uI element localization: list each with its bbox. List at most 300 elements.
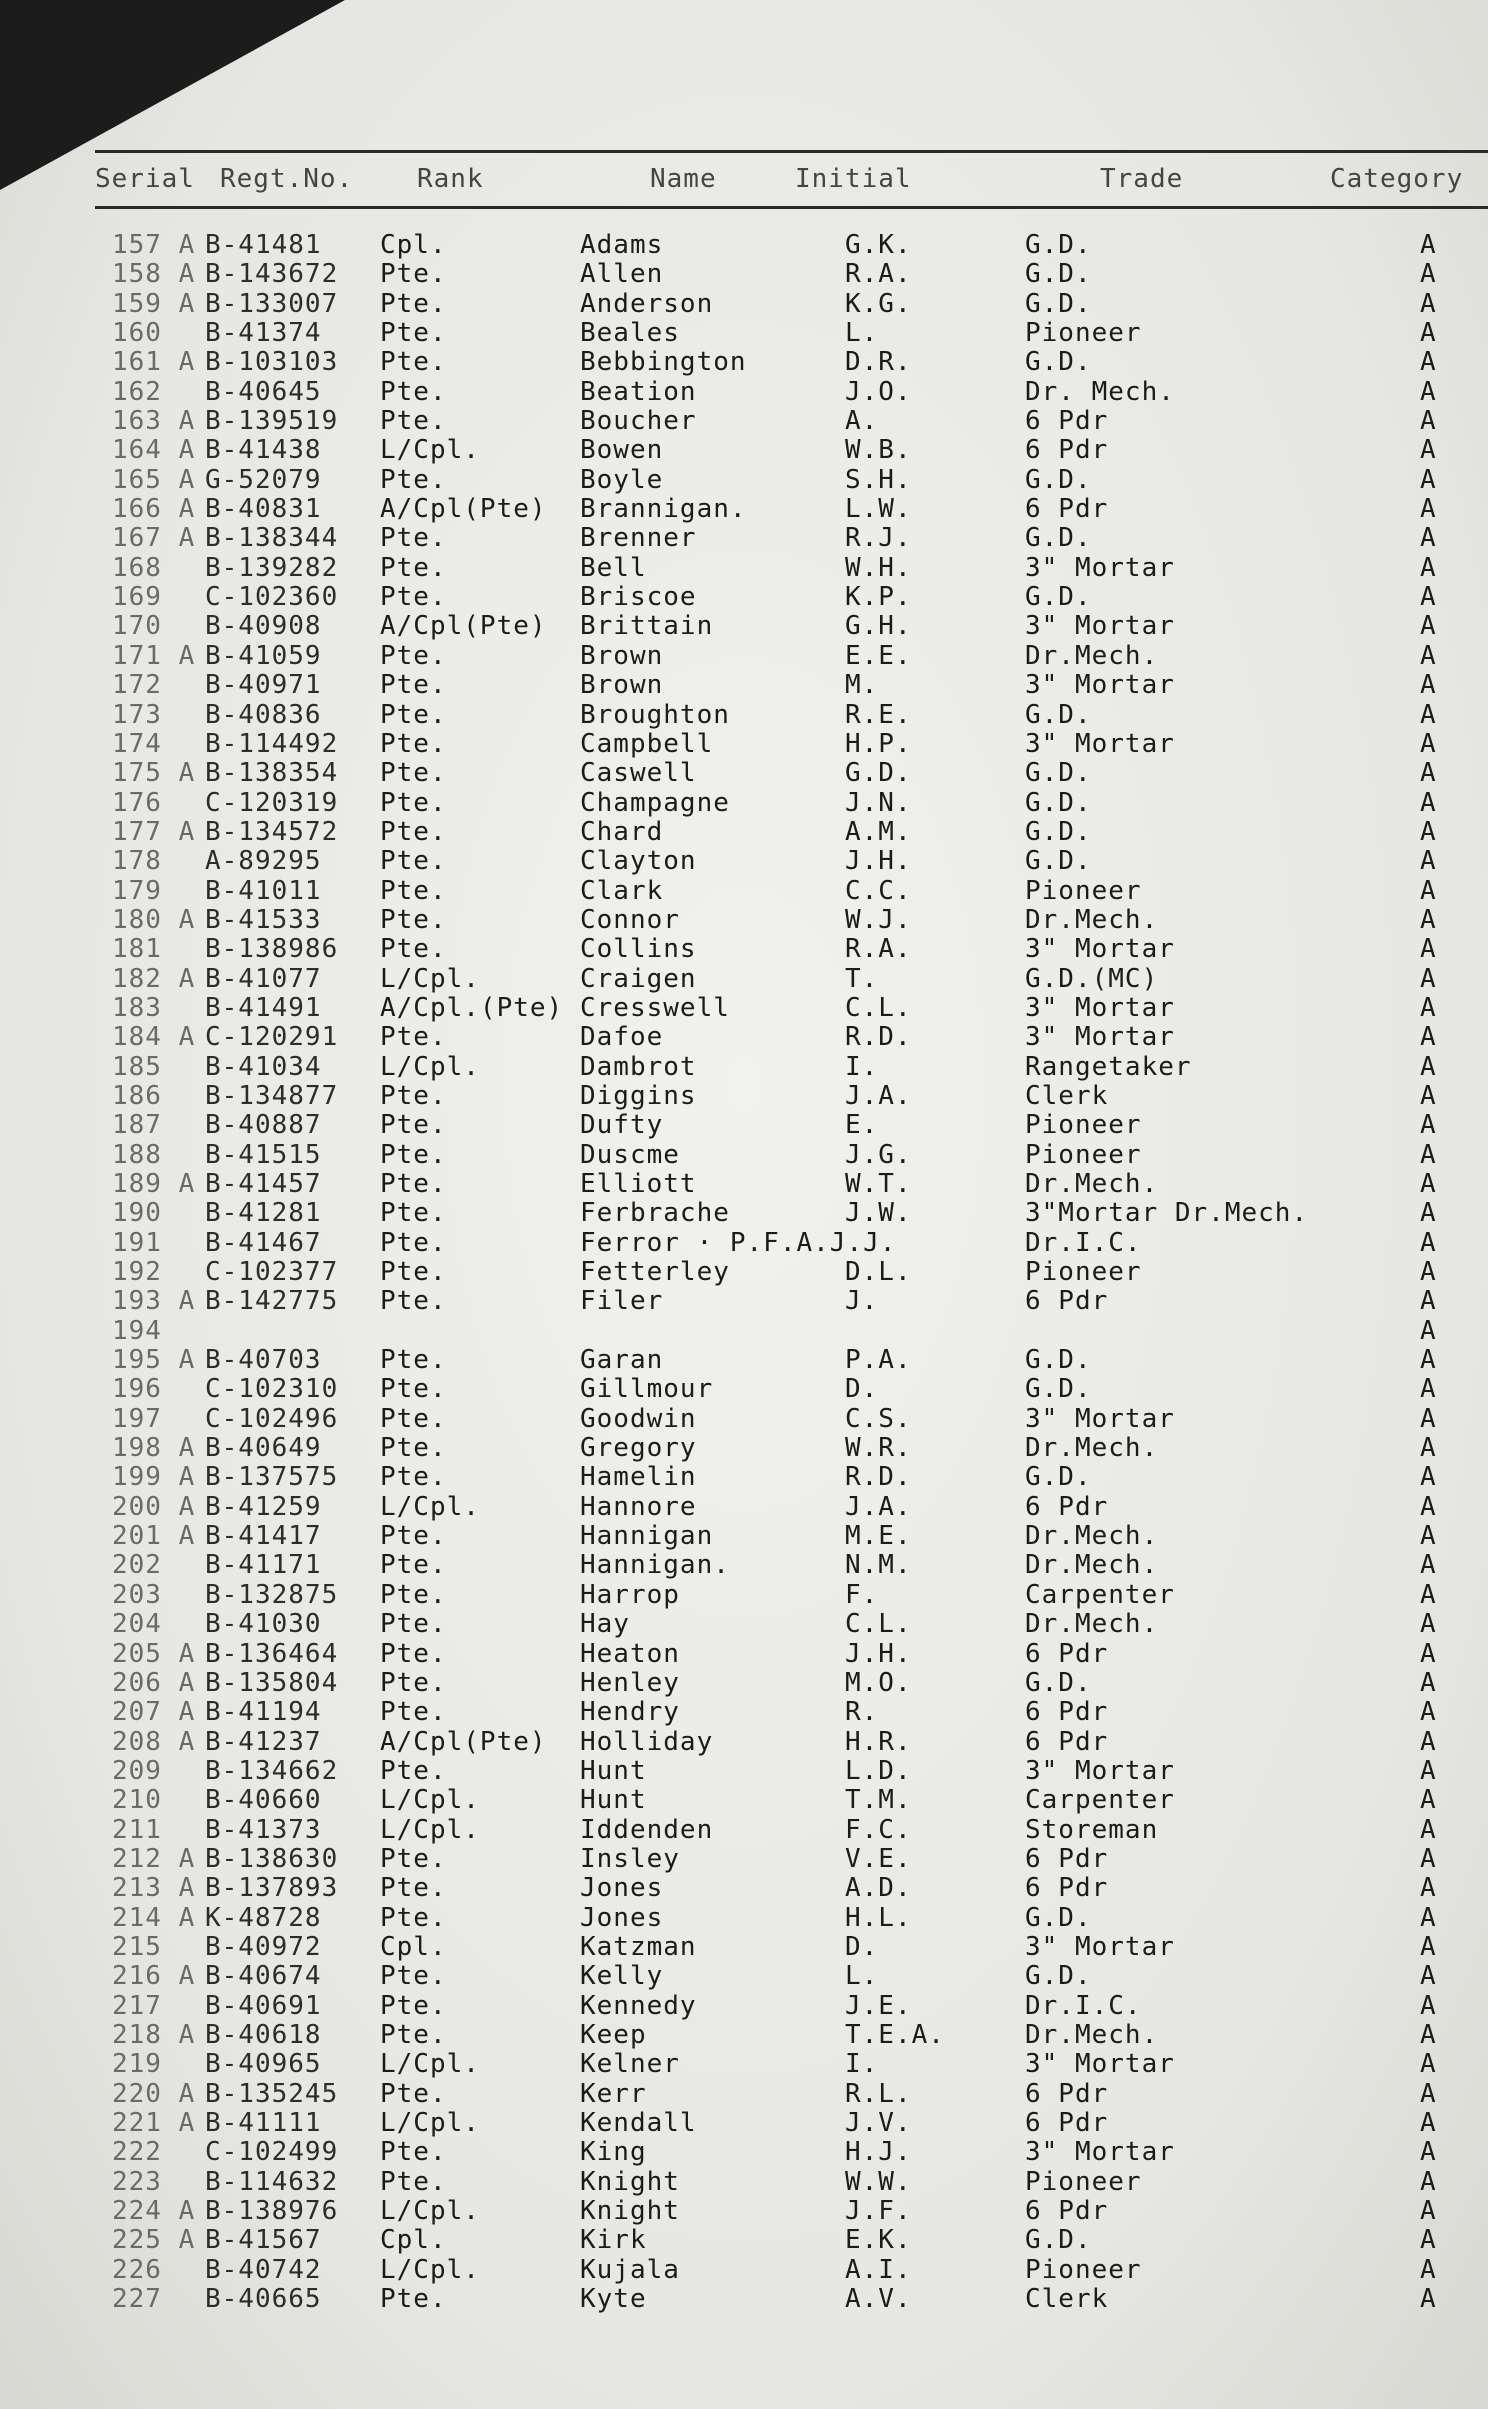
scan-corner-shadow [0,0,345,190]
serial-cell: 221 A [112,2108,196,2138]
table-row [0,1345,1488,1374]
category-cell: A [1420,2225,1437,2256]
category-cell: A [1420,1638,1437,1669]
initial-cell: T. [845,963,879,994]
name-cell: Holliday [580,1726,714,1757]
regt-no-cell: B-41059 [205,640,322,671]
category-cell: A [1420,1961,1437,1992]
regt-no-cell: B-139519 [205,406,339,437]
rank-cell: Cpl. [380,1931,447,1962]
initial-cell: P.A. [845,1345,912,1376]
rank-cell: Pte. [380,1550,447,1581]
rank-cell: Pte. [380,1462,447,1493]
serial-cell: 198 A [112,1433,196,1464]
category-cell: A [1420,1286,1437,1317]
trade-cell: G.D. [1025,230,1092,260]
trade-cell: Rangetaker [1025,1051,1192,1082]
regt-no-cell: B-114492 [205,728,339,759]
serial-cell: 165 A [112,464,196,495]
name-cell: Fetterley [580,1257,730,1288]
serial-cell: 219 [112,2049,162,2080]
category-cell: A [1420,1139,1437,1170]
regt-no-cell: B-137575 [205,1462,339,1493]
regt-no-cell: B-41077 [205,963,322,994]
category-cell: A [1420,611,1437,642]
category-cell: A [1420,523,1437,554]
regt-no-cell: B-41533 [205,904,322,935]
serial-cell: 166 A [112,494,196,525]
table-row [0,876,1488,905]
rank-cell: Pte. [380,1227,447,1258]
table-row [0,230,1488,259]
serial-cell: 181 [112,934,162,965]
table-row [0,1374,1488,1403]
initial-cell: C.L. [845,1609,912,1640]
table-row [0,1462,1488,1491]
name-cell: Campbell [580,728,714,759]
serial-cell: 218 A [112,2019,196,2050]
initial-cell: C.S. [845,1403,912,1434]
trade-cell: 3" Mortar [1025,1022,1175,1053]
rank-cell: L/Cpl. [380,435,480,466]
trade-cell: G.D. [1025,816,1092,847]
category-cell: A [1420,1198,1437,1229]
category-cell: A [1420,787,1437,818]
table-row [0,318,1488,347]
initial-cell: R.E. [845,699,912,730]
rank-cell: Pte. [380,1110,447,1141]
rank-cell: Pte. [380,1990,447,2021]
category-cell: A [1420,1080,1437,1111]
rank-cell: L/Cpl. [380,2254,480,2285]
category-cell: A [1420,318,1437,349]
table-row [0,1052,1488,1081]
name-cell: Kyte [580,2284,647,2315]
initial-cell: J.A. [845,1491,912,1522]
table-row [0,1727,1488,1756]
serial-cell: 191 [112,1227,162,1258]
name-cell: Clark [580,875,664,906]
table-row [0,905,1488,934]
name-cell: Jones [580,1873,664,1904]
trade-cell: Carpenter [1025,1785,1175,1816]
table-row [0,2196,1488,2225]
table-row [0,817,1488,846]
category-cell: A [1420,1051,1437,1082]
rank-cell: Pte. [380,523,447,554]
initial-cell: D. [845,1374,879,1405]
category-cell: A [1420,582,1437,613]
nominal-roll-table [0,230,1488,2313]
name-cell: Katzman [580,1931,697,1962]
regt-no-cell: B-40742 [205,2254,322,2285]
initial-cell: D.R. [845,347,912,378]
regt-no-cell: B-41491 [205,992,322,1023]
category-cell: A [1420,2078,1437,2109]
serial-cell: 213 A [112,1873,196,1904]
serial-cell: 193 A [112,1286,196,1317]
header-bottom-rule [95,206,1488,209]
name-cell: Clayton [580,846,697,877]
category-cell: A [1420,552,1437,583]
trade-cell: 3" Mortar [1025,670,1175,701]
regt-no-cell: B-40691 [205,1990,322,2021]
table-row [0,347,1488,376]
table-row [0,465,1488,494]
serial-cell: 159 A [112,288,196,319]
regt-no-cell: B-41374 [205,318,322,349]
trade-cell: 6 Pdr [1025,406,1109,437]
table-row [0,1550,1488,1579]
category-cell: A [1420,1873,1437,1904]
regt-no-cell: B-40831 [205,494,322,525]
serial-cell: 194 [112,1315,162,1346]
trade-cell: 6 Pdr [1025,2196,1109,2227]
rank-cell: Pte. [380,1902,447,1933]
category-cell: A [1420,1550,1437,1581]
serial-cell: 184 A [112,1022,196,1053]
category-cell: A [1420,1433,1437,1464]
name-cell: Kerr [580,2078,647,2109]
trade-cell: Dr.Mech. [1025,1550,1159,1581]
name-cell: Ferror · P.F.A.J.J. [580,1227,897,1258]
initial-cell: L. [845,318,879,349]
initial-cell: W.J. [845,904,912,935]
category-cell: A [1420,259,1437,290]
rank-cell: Pte. [380,1697,447,1728]
name-cell: Hunt [580,1755,647,1786]
initial-cell: J.O. [845,376,912,407]
trade-cell: G.D. [1025,2225,1092,2256]
regt-no-cell: B-40972 [205,1931,322,1962]
rank-cell: Pte. [380,1609,447,1640]
name-cell: Brenner [580,523,697,554]
serial-cell: 189 A [112,1169,196,1199]
table-row [0,700,1488,729]
initial-cell: J.E. [845,1990,912,2021]
regt-no-cell: B-143672 [205,259,339,290]
serial-cell: 222 [112,2137,162,2168]
rank-cell: Pte. [380,2137,447,2168]
initial-cell: E.E. [845,640,912,671]
regt-no-cell: B-40971 [205,670,322,701]
name-cell: Garan [580,1345,664,1376]
serial-cell: 176 [112,787,162,818]
trade-cell: Dr.Mech. [1025,904,1159,935]
regt-no-cell: B-138986 [205,934,339,965]
initial-cell: W.T. [845,1169,912,1199]
regt-no-cell: B-41111 [205,2108,322,2138]
rank-cell: Pte. [380,1521,447,1552]
serial-cell: 178 [112,846,162,877]
rank-cell: Pte. [380,1843,447,1874]
initial-cell: E. [845,1110,879,1141]
table-row [0,1110,1488,1139]
trade-cell: Pioneer [1025,1139,1142,1170]
rank-cell: Pte. [380,1257,447,1288]
rank-cell: Pte. [380,1667,447,1698]
name-cell: Beation [580,376,697,407]
regt-no-cell: B-138354 [205,758,339,789]
trade-cell: Pioneer [1025,2166,1142,2197]
trade-cell: 6 Pdr [1025,1873,1109,1904]
trade-cell: G.D. [1025,582,1092,613]
regt-no-cell: B-142775 [205,1286,339,1317]
serial-cell: 214 A [112,1902,196,1933]
name-cell: Brown [580,670,664,701]
regt-no-cell: B-103103 [205,347,339,378]
table-row [0,1815,1488,1844]
serial-cell: 209 [112,1755,162,1786]
category-cell: A [1420,1697,1437,1728]
serial-cell: 182 A [112,963,196,994]
trade-cell: 3" Mortar [1025,728,1175,759]
regt-no-cell: B-41030 [205,1609,322,1640]
name-cell: Hay [580,1609,630,1640]
regt-no-cell: K-48728 [205,1902,322,1933]
initial-cell: G.H. [845,611,912,642]
name-cell: Kujala [580,2254,680,2285]
table-row [0,2225,1488,2254]
name-cell: Goodwin [580,1403,697,1434]
rank-cell: Pte. [380,816,447,847]
table-row [0,1404,1488,1433]
regt-no-cell: B-40649 [205,1433,322,1464]
trade-cell: Dr.I.C. [1025,1227,1142,1258]
serial-cell: 206 A [112,1667,196,1698]
name-cell: Champagne [580,787,730,818]
table-row [0,758,1488,787]
trade-cell: Dr.Mech. [1025,640,1159,671]
name-cell: Ferbrache [580,1198,730,1229]
trade-cell: G.D. [1025,758,1092,789]
trade-cell: G.D. [1025,699,1092,730]
name-cell: Caswell [580,758,697,789]
rank-cell: Pte. [380,1286,447,1317]
table-row [0,1169,1488,1198]
name-cell: Dufty [580,1110,664,1141]
trade-cell: G.D. [1025,288,1092,319]
initial-cell: L.W. [845,494,912,525]
category-cell: A [1420,875,1437,906]
serial-cell: 180 A [112,904,196,935]
rank-cell: L/Cpl. [380,1491,480,1522]
table-row [0,1081,1488,1110]
name-cell: Duscme [580,1139,680,1170]
trade-cell: Dr.I.C. [1025,1990,1142,2021]
table-row [0,2167,1488,2196]
category-cell: A [1420,2166,1437,2197]
regt-no-cell: B-138976 [205,2196,339,2227]
regt-no-cell: G-52079 [205,464,322,495]
initial-cell: W.H. [845,552,912,583]
category-cell: A [1420,2137,1437,2168]
table-row [0,1140,1488,1169]
category-cell: A [1420,1521,1437,1552]
trade-cell: G.D. [1025,1667,1092,1698]
category-cell: A [1420,1931,1437,1962]
table-row [0,377,1488,406]
header-rank: Rank [417,164,484,194]
initial-cell: L. [845,1961,879,1992]
category-cell: A [1420,1345,1437,1376]
table-row [0,2284,1488,2313]
initial-cell: V.E. [845,1843,912,1874]
initial-cell: M. [845,670,879,701]
regt-no-cell: B-41481 [205,230,322,260]
serial-cell: 200 A [112,1491,196,1522]
table-row [0,2049,1488,2078]
regt-no-cell: B-132875 [205,1579,339,1610]
rank-cell: Pte. [380,2166,447,2197]
serial-cell: 163 A [112,406,196,437]
rank-cell: L/Cpl. [380,2049,480,2080]
trade-cell: 3" Mortar [1025,2137,1175,2168]
table-row [0,406,1488,435]
table-row [0,1492,1488,1521]
initial-cell: A.V. [845,2284,912,2315]
rank-cell: Pte. [380,904,447,935]
name-cell: Briscoe [580,582,697,613]
name-cell: Insley [580,1843,680,1874]
category-cell: A [1420,963,1437,994]
serial-cell: 208 A [112,1726,196,1757]
trade-cell: 3" Mortar [1025,552,1175,583]
initial-cell: M.O. [845,1667,912,1698]
rank-cell: Pte. [380,552,447,583]
header-trade: Trade [1100,164,1184,194]
initial-cell: I. [845,2049,879,2080]
trade-cell: Dr.Mech. [1025,1521,1159,1552]
category-cell: A [1420,1785,1437,1816]
table-row [0,1873,1488,1902]
table-row [0,494,1488,523]
category-cell: A [1420,1315,1437,1346]
initial-cell: F. [845,1579,879,1610]
serial-cell: 187 [112,1110,162,1141]
header-category: Category [1330,164,1464,194]
serial-cell: 204 [112,1609,162,1640]
rank-cell: Pte. [380,2078,447,2109]
name-cell: Brittain [580,611,714,642]
initial-cell: T.E.A. [845,2019,945,2050]
serial-cell: 185 [112,1051,162,1082]
serial-cell: 168 [112,552,162,583]
rank-cell: Pte. [380,670,447,701]
trade-cell: 6 Pdr [1025,435,1109,466]
category-cell: A [1420,1990,1437,2021]
serial-cell: 211 [112,1814,162,1845]
table-row [0,729,1488,758]
table-row [0,1697,1488,1726]
regt-no-cell: B-40908 [205,611,322,642]
initial-cell: J.V. [845,2108,912,2138]
regt-no-cell: B-114632 [205,2166,339,2197]
table-row [0,846,1488,875]
serial-cell: 172 [112,670,162,701]
rank-cell: A/Cpl(Pte) [380,1726,547,1757]
table-row [0,1903,1488,1932]
rank-cell: Pte. [380,288,447,319]
initial-cell: R.J. [845,523,912,554]
initial-cell: D.L. [845,1257,912,1288]
rank-cell: Pte. [380,464,447,495]
serial-cell: 173 [112,699,162,730]
serial-cell: 217 [112,1990,162,2021]
name-cell: Keep [580,2019,647,2050]
initial-cell: C.L. [845,992,912,1023]
table-row [0,641,1488,670]
name-cell: Gillmour [580,1374,714,1405]
header-initial: Initial [795,164,912,194]
table-row [0,1521,1488,1550]
rank-cell: Pte. [380,259,447,290]
regt-no-cell: B-40618 [205,2019,322,2050]
name-cell: Bebbington [580,347,747,378]
category-cell: A [1420,1022,1437,1053]
category-cell: A [1420,1403,1437,1434]
rank-cell: Pte. [380,1080,447,1111]
category-cell: A [1420,2108,1437,2138]
category-cell: A [1420,934,1437,965]
trade-cell: Dr.Mech. [1025,1433,1159,1464]
trade-cell: Pioneer [1025,875,1142,906]
rank-cell: Pte. [380,758,447,789]
category-cell: A [1420,1726,1437,1757]
name-cell: Henley [580,1667,680,1698]
trade-cell: 6 Pdr [1025,1491,1109,1522]
regt-no-cell: B-41467 [205,1227,322,1258]
category-cell: A [1420,406,1437,437]
rank-cell: Pte. [380,582,447,613]
category-cell: A [1420,670,1437,701]
rank-cell: Pte. [380,1579,447,1610]
name-cell: Boyle [580,464,664,495]
table-row [0,553,1488,582]
initial-cell: L.D. [845,1755,912,1786]
name-cell: Craigen [580,963,697,994]
name-cell: Collins [580,934,697,965]
initial-cell: H.P. [845,728,912,759]
table-row [0,1991,1488,2020]
initial-cell: W.B. [845,435,912,466]
serial-cell: 174 [112,728,162,759]
serial-cell: 177 A [112,816,196,847]
trade-cell: G.D. [1025,259,1092,290]
rank-cell: Pte. [380,1755,447,1786]
rank-cell: Pte. [380,875,447,906]
name-cell: Gregory [580,1433,697,1464]
category-cell: A [1420,1579,1437,1610]
name-cell: Broughton [580,699,730,730]
regt-no-cell: C-102360 [205,582,339,613]
initial-cell: J.W. [845,1198,912,1229]
initial-cell: S.H. [845,464,912,495]
serial-cell: 158 A [112,259,196,290]
initial-cell: W.W. [845,2166,912,2197]
rank-cell: Pte. [380,1638,447,1669]
trade-cell: 3" Mortar [1025,1755,1175,1786]
name-cell: Hannigan. [580,1550,730,1581]
rank-cell: Pte. [380,1022,447,1053]
trade-cell: Dr.Mech. [1025,1609,1159,1640]
initial-cell: J.G. [845,1139,912,1170]
serial-cell: 201 A [112,1521,196,1552]
rank-cell: Cpl. [380,2225,447,2256]
serial-cell: 186 [112,1080,162,1111]
initial-cell: A.M. [845,816,912,847]
category-cell: A [1420,846,1437,877]
